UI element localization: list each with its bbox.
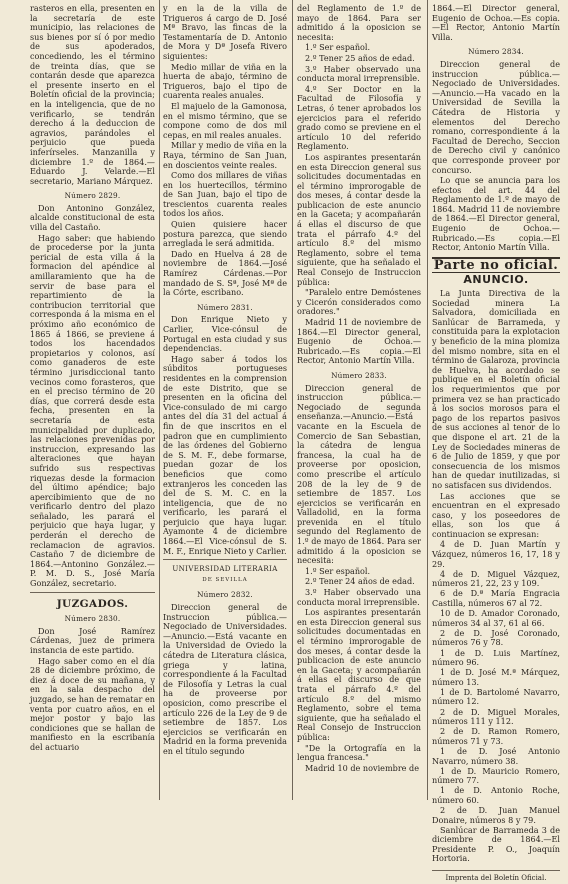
edict-text: 3.º Haber observado una conducta moral irreprensible. — [297, 63, 421, 84]
edict-text: Medio millar de viña en la huerta de abajo, término de Trigueros, bajo el tipo de cuarenta reales anuales. — [163, 61, 287, 101]
edict-text: 2.º Tener 25 años de edad. — [305, 52, 415, 63]
announcement-heading: ANUNCIO. — [463, 273, 529, 287]
list-item: 4 de D. Juan Martín y Vázquez, números 16, 17, 18 y 29. — [432, 539, 560, 569]
column-1 — [30, 4, 155, 798]
list-item: 1 de D. José Antonio Navarro, número 38. — [432, 745, 560, 766]
edict-text: Millar y medio de viña en la Raya, término de San Juan, en doscientos veinte reales. — [163, 140, 287, 170]
notice-number: Número 2832. — [197, 590, 253, 600]
list-item: 1 de D. Mauricio Romero, número 77. — [432, 765, 560, 786]
edict-text: 1.º Ser español. — [305, 42, 371, 53]
column-3 — [297, 4, 421, 798]
printer-footer: Imprenta del Boletín Oficial. — [432, 870, 560, 884]
edict-text: Quien quisiere hacer postura parezca, que siendo arreglada le será admitida. — [163, 219, 287, 249]
edict-text: Hago saber: que habiendo de procederse por la junta pericial de esta villa á la formacion del apéndice al amillaramiento que ha de servir de base para el repartimiento de la contribucion territorial que corresponda á la misma en el próximo año económico de 1865 á 1866, se previene á todos los hacendados propietarios y colonos, así como ganaderos de este término jurisdiccional tanto vecinos como forasteros, que en el preciso término de 20 días, que correrá desde esta fecha, presenten en la secretaría de esta municipalidad por duplicado, las relaciones prevenidas por instruccion, expresando las alteraciones que hayan sufrido sus respectivas riquezas desde la formacion del último apéndice; bajo apercibimiento que de no verificarlo dentro del plazo señalado, les parará el perjuicio que haya lugar, y perderán el derecho de reclamacion de agravios. Castaño 7 de diciembre de 1864.—Antonino González.—P. M. D. S., José María González, secretario. — [30, 232, 155, 589]
edict-text: 4.º Ser Doctor en la Facultad de Filosofía y Letras, ó tener aprobados los ejercicios para el referido grado como se previene en el artículo 10 del referido Reglamento. — [297, 83, 421, 152]
edict-text: Dado en Huelva á 28 de noviembre de 1864.—José Ramírez Cárdenas.—Por mandado de S. Sª, José Mª de la Córte, escribano. — [163, 248, 287, 298]
column-rule — [292, 0, 293, 800]
edict-text: Los aspirantes presentarán en esta Direccion general sus solicitudes documentadas en el término improrogable de dos meses, á contar desde la publicacion de este anuncio en la Gaceta; y acompañarán á ellas el discurso de que trata el párrafo 4.º del artículo 8.º del mismo Reglamento, sobre el tema siguiente, que ha señalado el Real Consejo de Instruccion pública: — [297, 607, 421, 742]
edict-text: Direccion general de Instruccion pública.—Negociado de Universidades.—Anuncio.—Está vacante en la Universidad de Oviedo la cátedra de Literatura clásica, griega y latina, correspondiente á la Facultad de Filosofía y Letras la cual ha de proveerse por oposicion, como prescribe el artículo 226 de la Ley de 9 de setiembre de 1857. Los ejercicios se verificarán en Madrid en la forma prevenida en el título segundo — [163, 602, 287, 756]
list-item: 4 de D. Miguel Vázquez, números 21, 22, 23 y 109. — [432, 568, 560, 589]
edict-text: Las acciones que se encuentran en el expresado caso, y los poseedores de ellas, son los que á continuacion se expresan: — [432, 490, 560, 539]
notice-number: Número 2829. — [64, 191, 121, 201]
list-item: 1 de D. Bartolomé Navarro, número 12. — [432, 686, 560, 707]
column-2 — [163, 4, 287, 798]
section-rule — [163, 559, 287, 560]
shareholder-list — [432, 540, 560, 825]
edict-text: Hago saber como en el día 28 de diciembre próximo, de diez á doce de su mañana, y en la sala despacho del juzgado, se han de rematar en venta por cuatro años, en el mejor postor y bajo las condiciones que se hallan de manifiesto en la escribanía del actuario — [30, 655, 155, 752]
edict-text: "Paralelo entre Demóstenes y Cicerón considerados como oradores." — [297, 287, 421, 317]
list-item: 1 de D. Luis Martínez, número 96. — [432, 647, 560, 668]
list-item: 1 de D. Antonio Roche, número 60. — [432, 785, 560, 805]
notice-number: Número 2833. — [331, 370, 387, 380]
edict-text: Como dos millares de viñas en los huertecillos, término de San Juan, bajo el tipo de trescientos cuarenta reales todos los años. — [163, 170, 287, 219]
section-masthead: Parte no oficial. — [433, 257, 559, 273]
edict-text: Direccion general de instruccion pública.—Negociado de segunda enseñanza.—Anuncio.—Está vacante en la Escuela de Comercio de San Sebastian, la cátedra de lengua francesa, la cual ha de proveerse por oposicion, como prescribe el artículo 208 de la ley de 9 de setiembre de 1857. Los ejercicios se verificarán en Valladolid, en la forma prevenida en el título segundo del Reglamento de 1.º de mayo de 1864. Para ser admitido á la oposicion se necesita: — [297, 382, 421, 566]
edict-text: y en la de la villa de Trigueros á cargo de D. José Mª Bravo, las fincas de la Testamentaría de D. Antonio de Mora y Dª Josefa Rivero siguientes: — [163, 3, 287, 61]
section-heading: JUZGADOS. — [56, 597, 129, 610]
section-subheading: DE SEVILLA — [202, 576, 248, 583]
edict-text: Madrid 10 de noviembre de — [305, 762, 420, 773]
column-4 — [432, 3, 560, 883]
section-heading: UNIVERSIDAD LITERARIA — [172, 565, 278, 574]
edict-text: La Junta Directiva de la Sociedad minera La Salvadora, domiciliada en Sanlúcar de Barrameda, y constituida para la explotacion y beneficio de la mina plomiza del mismo nombre, sita en el término de Galaroza, provincia de Huelva, ha acordado se publique en el Boletín oficial los requerimientos que por primera vez se han practicado á los socios morosos para el pago de los repartos pasivos de sus acciones al tenor de lo que dispone el art. 21 de la Ley de Sociedades mineras de 6 de Julio de 1859, y que por consecuencia de los mismos han de quedar inutilizadas, si no satisfacen sus dividendos. — [432, 288, 560, 490]
edict-text: Hago saber á todos los súbditos portugueses residentes en la comprension de este Distrito, que se presenten en la oficina del Vice-consulado de mi cargo antes del día 31 del actual á fin de que inscritos en el padron que en cumplimiento de las órdenes del Gobierno de S. M. F., debe formarse, puedan gozar de los beneficios que como extranjeros les conceden las del de S. M. C. en la inteligencia, que de no verificarlo, les parará el perjuicio que haya lugar. Ayamonte 4 de diciembre 1864.—El Vice-cónsul de S. M. F., Enrique Nieto y Carlier. — [163, 353, 287, 556]
section-rule — [30, 592, 155, 593]
list-item: 2 de D. Ramon Romero, números 71 y 73. — [432, 726, 560, 746]
edict-text: Don Enrique Nieto y Carlier, Vice-cónsul de Portugal en esta ciudad y sus dependencias. — [163, 314, 287, 354]
list-item: 2 de D. José Coronado, números 76 y 78. — [432, 627, 560, 648]
edict-text: rasteros en ella, presenten en la secretaría de este municipio, las relaciones de sus bienes por sí ó por medio de sus apoderados, concediendo, les el término de treinta días, que se contarán desde que aparezca el presente inserto en el Boletín oficial de la provincia; en la inteligencia, que de no verificarlo, se tendrán derecho á la deduccion de agravios, parándoles el perjuicio que pueda inferírseles. Manzanilla y diciembre 1.º de 1864.—Eduardo J. Velarde.—El secretario, Mariano Márquez. — [30, 3, 155, 186]
column-rule — [427, 0, 428, 800]
edict-text: Madrid 11 de noviembre de 1864.—El Director general, Eugenio de Ochoa.—Rubricado.—Es copia.—El Rector, Antonio Martín Villa. — [297, 317, 421, 366]
edict-text: Los aspirantes presentarán en esta Direccion general sus solicitudes documentadas en el término improrogable de dos meses, á contar desde la publicacion de este anuncio en la Gaceta; y acompañarán á ellas el discurso de que trata el párrafo 4.º del artículo 8.º del mismo Reglamento, sobre el tema siguiente, que ha señalado el Real Consejo de Instruccion pública: — [297, 151, 421, 287]
edict-text: del Reglamento de 1.º de mayo de 1864. Para ser admitido á la oposicion se necesita: — [297, 3, 421, 42]
list-item: 2 de D. Juan Manuel Donaire, números 8 y 79. — [432, 805, 560, 825]
list-item: 2 de D. Miguel Morales, números 111 y 112. — [432, 706, 560, 727]
edict-text: El majuelo de la Gamonosa, en el mismo término, que se compone como de dos mil cepas, en mil reales anuales. — [163, 100, 287, 140]
edict-text: Lo que se anuncia para los efectos del art. 44 del Reglamento de 1.º de mayo de 1864. Madrid 11 de noviembre de 1864.—El Director general, Eugenio de Ochoa.—Rubricado.—Es copia.—El Rector, Antonio Martín Villa. — [432, 175, 560, 253]
list-item: 10 de D. Amador Coronado, números 34 al 37, 61 al 66. — [432, 608, 560, 628]
column-rule — [159, 0, 160, 800]
edict-text: Direccion general de instruccion pública.—Negociado de Universidades.—Anuncio.—Ha vacado en la Universidad de Sevilla la Cátedra de Historia y elementos del Derecho romano, correspondiente á la Facultad de Derecho, Seccion de Derecho civil y canónico que corresponde proveer por concurso. — [432, 58, 560, 175]
edict-text: 1.º Ser español. — [305, 565, 371, 576]
list-item: 1 de D. José M.ª Márquez, número 13. — [432, 667, 560, 687]
edict-text: Sanlúcar de Barrameda 3 de diciembre de 1864.—El Presidente P. O., Joaquín Hortoria. — [432, 824, 560, 864]
edict-text: 2.º Tener 24 años de edad. — [305, 576, 415, 587]
edict-text: 1864.—El Director general, Eugenio de Ochoa.—Es copia.—El Rector, Antonio Martín Villa. — [432, 3, 560, 42]
edict-text: Don Antonino González, alcalde constitucional de esta villa del Castaño. — [30, 202, 155, 233]
notice-number: Número 2830. — [64, 614, 121, 624]
list-item: 6 de D.ª María Engracia Castilla, números 67 al 72. — [432, 588, 560, 609]
edict-text: "De la Ortografía en la lengua francesa." — [297, 742, 421, 763]
edict-text: Don José Ramírez Cárdenas, juez de primera instancia de este partido. — [30, 625, 155, 655]
notice-number: Número 2834. — [468, 47, 524, 57]
edict-text: 3.º Haber observado una conducta moral irreprensible. — [297, 587, 421, 607]
notice-number: Número 2831. — [197, 302, 253, 312]
